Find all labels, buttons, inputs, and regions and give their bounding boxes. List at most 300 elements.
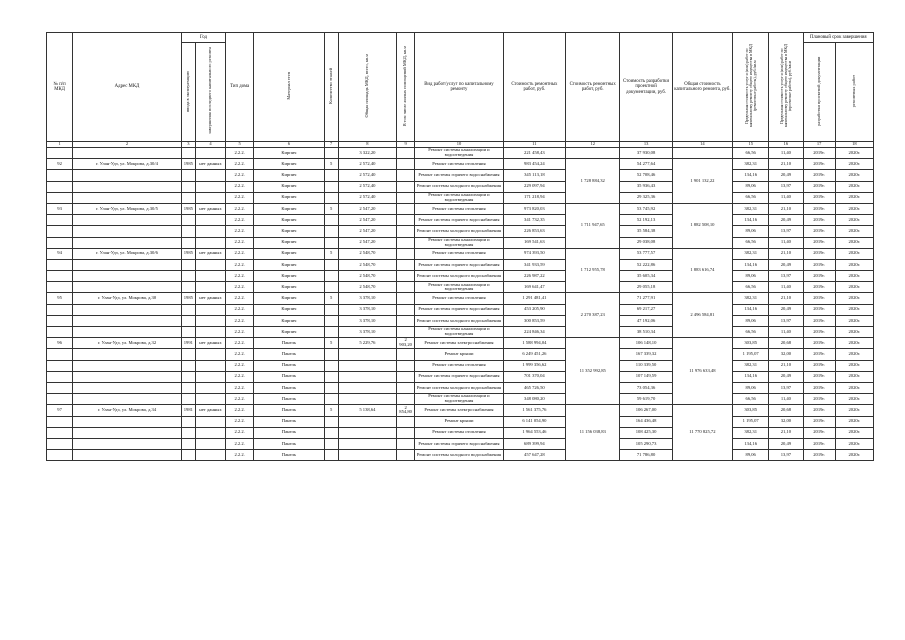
row-work-type: Ремонт системы канализации и водоотведения <box>415 394 504 405</box>
row-year-repaired <box>195 170 225 181</box>
row-limit-design: 11,40 <box>769 237 803 248</box>
row-year-built <box>181 237 195 248</box>
row-wall-material: Панель <box>254 371 324 382</box>
column-number: 13 <box>620 142 672 148</box>
row-year-repaired <box>195 427 225 438</box>
row-living-area <box>397 450 415 461</box>
row-total-area: 2 548,70 <box>338 282 396 293</box>
row-total-area: 5 138,64 <box>338 405 396 416</box>
row-total-area <box>338 427 396 438</box>
row-repair-cost: 348 080,20 <box>503 394 565 405</box>
row-work-type: Ремонт системы отопления <box>415 203 504 214</box>
row-limit-design: 21,10 <box>769 427 803 438</box>
table-row <box>47 427 874 438</box>
row-address <box>73 237 182 248</box>
row-limit-design: 21,10 <box>769 203 803 214</box>
row-house-type: 2.2.2. <box>226 271 254 282</box>
row-wall-material: Панель <box>254 427 324 438</box>
row-year-repaired <box>195 192 225 203</box>
row-wall-material: Кирпич <box>254 203 324 214</box>
col-header-plan-rem-label: ремонтных работ <box>851 74 857 108</box>
row-wall-material: Кирпич <box>254 259 324 270</box>
row-wall-material: Кирпич <box>254 293 324 304</box>
col-header-god: Год <box>181 33 225 43</box>
row-year-built <box>181 148 195 159</box>
row-work-type: Ремонт системы электроснабжения <box>415 405 504 416</box>
row-number <box>47 349 73 360</box>
row-floors <box>324 259 338 270</box>
row-living-area <box>397 416 415 427</box>
table-row <box>47 192 874 203</box>
row-work-type: Ремонт системы холодного водоснабжения <box>415 382 504 393</box>
row-plan-design: 2019г. <box>803 181 835 192</box>
row-year-built <box>181 271 195 282</box>
row-limit-repair: 382,31 <box>733 360 769 371</box>
row-plan-design: 2019г. <box>803 237 835 248</box>
row-plan-repair: 2020г. <box>835 360 873 371</box>
row-floors <box>324 416 338 427</box>
row-living-area <box>397 181 415 192</box>
row-limit-design: 13,97 <box>769 382 803 393</box>
row-floors <box>324 237 338 248</box>
row-house-type: 2.2.2. <box>226 159 254 170</box>
row-total-area: 2 548,70 <box>338 259 396 270</box>
row-number <box>47 416 73 427</box>
row-total-area: 2 548,70 <box>338 271 396 282</box>
row-plan-design: 2019г. <box>803 259 835 270</box>
row-floors <box>324 438 338 449</box>
row-repair-cost-total: 11 156 038,83 <box>566 405 620 461</box>
row-floors <box>324 148 338 159</box>
row-repair-cost: 221 458,43 <box>503 148 565 159</box>
row-wall-material: Панель <box>254 394 324 405</box>
row-plan-design: 2019г. <box>803 438 835 449</box>
row-plan-design: 2019г. <box>803 248 835 259</box>
row-limit-design: 20,68 <box>769 338 803 349</box>
row-year-repaired <box>195 416 225 427</box>
row-number <box>47 271 73 282</box>
row-year-repaired: нет данных <box>195 338 225 349</box>
row-repair-cost: 6 249 451,26 <box>503 349 565 360</box>
row-repair-cost: 983 454,24 <box>503 159 565 170</box>
row-year-repaired <box>195 315 225 326</box>
row-house-type: 2.2.2. <box>226 382 254 393</box>
row-year-repaired <box>195 327 225 338</box>
row-wall-material: Кирпич <box>254 159 324 170</box>
row-living-area <box>397 159 415 170</box>
row-house-type: 2.2.2. <box>226 416 254 427</box>
column-number: 5 <box>226 142 254 148</box>
row-limit-repair: 89,06 <box>733 382 769 393</box>
row-living-area: 2 854,80 <box>397 405 415 416</box>
row-limit-design: 11,40 <box>769 148 803 159</box>
row-work-type: Ремонт системы холодного водоснабжения <box>415 226 504 237</box>
row-year-built <box>181 371 195 382</box>
row-number: 95 <box>47 293 73 304</box>
column-number: 15 <box>733 142 769 148</box>
row-design-cost: 59 619,70 <box>620 394 672 405</box>
row-total-area <box>338 382 396 393</box>
row-year-built: 1985 <box>181 203 195 214</box>
row-living-area <box>397 170 415 181</box>
row-number <box>47 360 73 371</box>
row-limit-repair: 66,56 <box>733 327 769 338</box>
row-year-built <box>181 327 195 338</box>
row-limit-repair: 66,56 <box>733 237 769 248</box>
row-year-built: 1981 <box>181 405 195 416</box>
column-number: 2 <box>73 142 182 148</box>
row-address <box>73 371 182 382</box>
table-row <box>47 237 874 248</box>
row-plan-design: 2019г. <box>803 427 835 438</box>
row-address <box>73 450 182 461</box>
row-house-type: 2.2.2. <box>226 148 254 159</box>
row-limit-repair: 1 195,07 <box>733 349 769 360</box>
row-wall-material: Панель <box>254 450 324 461</box>
row-limit-repair: 134,16 <box>733 170 769 181</box>
row-number <box>47 226 73 237</box>
row-repair-cost: 169 541,63 <box>503 237 565 248</box>
row-house-type: 2.2.2. <box>226 360 254 371</box>
row-repair-cost: 1 964 553,46 <box>503 427 565 438</box>
col-header-zhil <box>397 33 415 142</box>
row-work-type: Ремонт системы горячего водоснабжения <box>415 215 504 226</box>
row-plan-repair: 2020г. <box>835 405 873 416</box>
row-living-area <box>397 349 415 360</box>
row-plan-repair: 2020г. <box>835 450 873 461</box>
table-row <box>47 215 874 226</box>
row-year-repaired <box>195 349 225 360</box>
row-plan-design: 2019г. <box>803 293 835 304</box>
row-limit-repair: 382,31 <box>733 159 769 170</box>
row-living-area <box>397 192 415 203</box>
row-limit-repair: 303,85 <box>733 338 769 349</box>
row-floors <box>324 427 338 438</box>
row-address <box>73 394 182 405</box>
row-address: г. Улан-Удэ, ул. Мокрова, д.30/6 <box>73 248 182 259</box>
row-plan-repair: 2020г. <box>835 427 873 438</box>
row-year-built <box>181 382 195 393</box>
row-house-type: 2.2.2. <box>226 450 254 461</box>
row-plan-repair: 2020г. <box>835 192 873 203</box>
row-work-type: Ремонт системы канализации и водоотведения <box>415 192 504 203</box>
row-total-cost: 11 770 825,72 <box>672 405 732 461</box>
row-number <box>47 237 73 248</box>
row-limit-design: 13,97 <box>769 315 803 326</box>
table-row <box>47 360 874 371</box>
table-row <box>47 349 874 360</box>
row-floors: 5 <box>324 338 338 349</box>
row-repair-cost: 300 853,59 <box>503 315 565 326</box>
row-repair-cost: 1 588 994,04 <box>503 338 565 349</box>
row-living-area <box>397 304 415 315</box>
row-address <box>73 315 182 326</box>
row-design-cost: 29 038,08 <box>620 237 672 248</box>
row-repair-cost: 226 853,63 <box>503 226 565 237</box>
row-address <box>73 427 182 438</box>
row-design-cost: 47 192,06 <box>620 315 672 326</box>
row-total-area: 2 547,20 <box>338 226 396 237</box>
row-wall-material: Кирпич <box>254 237 324 248</box>
row-living-area <box>397 203 415 214</box>
column-number: 16 <box>769 142 803 148</box>
row-total-area <box>338 360 396 371</box>
col-header-pred2 <box>769 33 803 142</box>
row-total-area: 3 378,10 <box>338 327 396 338</box>
row-house-type: 2.2.2. <box>226 304 254 315</box>
row-repair-cost: 1 291 481,41 <box>503 293 565 304</box>
row-work-type: Ремонт системы холодного водоснабжения <box>415 450 504 461</box>
row-total-cost: 2 496 584,81 <box>672 293 732 338</box>
row-repair-cost-total: 2 270 387,23 <box>566 293 620 338</box>
row-work-type: Ремонт системы холодного водоснабжения <box>415 181 504 192</box>
row-house-type: 2.2.2. <box>226 259 254 270</box>
row-address <box>73 349 182 360</box>
row-address <box>73 215 182 226</box>
row-year-built <box>181 170 195 181</box>
row-floors <box>324 315 338 326</box>
row-living-area <box>397 226 415 237</box>
row-limit-design: 20,49 <box>769 170 803 181</box>
row-limit-design: 32,00 <box>769 349 803 360</box>
row-year-repaired <box>195 271 225 282</box>
row-repair-cost-total: 1 712 955,78 <box>566 248 620 293</box>
row-total-area <box>338 349 396 360</box>
row-year-repaired <box>195 259 225 270</box>
row-design-cost: 107 149,59 <box>620 371 672 382</box>
row-house-type: 2.2.2. <box>226 203 254 214</box>
row-wall-material: Кирпич <box>254 327 324 338</box>
row-total-area <box>338 450 396 461</box>
col-header-ploshad-label: Общая площадь МКД, всего, кв.м <box>364 54 370 118</box>
column-number: 9 <box>397 142 415 148</box>
row-year-repaired: нет данных <box>195 405 225 416</box>
row-house-type: 2.2.2. <box>226 349 254 360</box>
row-house-type: 2.2.2. <box>226 170 254 181</box>
row-plan-repair: 2020г. <box>835 148 873 159</box>
row-total-area <box>338 416 396 427</box>
col-header-god-zaversh-label: завершения последнего капитального ремонта <box>207 47 213 135</box>
row-limit-repair: 89,06 <box>733 315 769 326</box>
row-house-type: 2.2.2. <box>226 226 254 237</box>
table-row <box>47 259 874 270</box>
row-address: г. Улан-Удэ, ул. Мокрова, д.30 <box>73 293 182 304</box>
row-design-cost: 105 290,73 <box>620 438 672 449</box>
row-total-area <box>338 371 396 382</box>
row-year-repaired <box>195 181 225 192</box>
col-header-tip-doma: Тип дома <box>226 33 254 142</box>
row-plan-design: 2019г. <box>803 215 835 226</box>
row-work-type: Ремонт системы горячего водоснабжения <box>415 438 504 449</box>
row-total-area: 2 547,20 <box>338 203 396 214</box>
row-limit-design: 11,40 <box>769 192 803 203</box>
col-header-material <box>254 33 324 142</box>
row-limit-repair: 134,16 <box>733 215 769 226</box>
row-year-repaired <box>195 450 225 461</box>
row-plan-repair: 2020г. <box>835 293 873 304</box>
table-row <box>47 405 874 416</box>
row-wall-material: Панель <box>254 349 324 360</box>
row-design-cost: 52 222,86 <box>620 259 672 270</box>
row-work-type: Ремонт системы электроснабжения <box>415 338 504 349</box>
row-floors: 5 <box>324 203 338 214</box>
row-address <box>73 259 182 270</box>
row-house-type: 2.2.2. <box>226 394 254 405</box>
row-design-cost: 167 339,32 <box>620 349 672 360</box>
row-address <box>73 192 182 203</box>
row-repair-cost: 701 370,04 <box>503 371 565 382</box>
col-header-plan: Плановый срок завершения <box>803 33 874 43</box>
row-wall-material: Кирпич <box>254 148 324 159</box>
row-work-type: Ремонт крыши <box>415 416 504 427</box>
row-house-type: 2.2.2. <box>226 327 254 338</box>
row-work-type: Ремонт системы отопления <box>415 248 504 259</box>
row-repair-cost: 974 393,50 <box>503 248 565 259</box>
col-header-plan-pd-label: разработки проектной документации <box>815 56 821 126</box>
row-repair-cost: 457 647,28 <box>503 450 565 461</box>
row-work-type: Ремонт системы горячего водоснабжения <box>415 259 504 270</box>
column-number: 6 <box>254 142 324 148</box>
col-header-num: № п/п МКД <box>47 33 73 142</box>
row-limit-design: 20,49 <box>769 259 803 270</box>
col-header-etazhi <box>324 33 338 142</box>
row-number: 93 <box>47 203 73 214</box>
row-house-type: 2.2.2. <box>226 237 254 248</box>
row-year-repaired: нет данных <box>195 159 225 170</box>
column-number: 8 <box>338 142 396 148</box>
row-year-built <box>181 215 195 226</box>
row-limit-repair: 89,06 <box>733 271 769 282</box>
row-plan-repair: 2020г. <box>835 226 873 237</box>
row-living-area <box>397 382 415 393</box>
row-house-type: 2.2.2. <box>226 405 254 416</box>
row-living-area <box>397 371 415 382</box>
row-limit-design: 11,40 <box>769 327 803 338</box>
row-year-built: 1985 <box>181 248 195 259</box>
row-year-repaired <box>195 226 225 237</box>
row-total-area: 2 547,20 <box>338 215 396 226</box>
row-number <box>47 259 73 270</box>
table-row <box>47 327 874 338</box>
row-repair-cost: 465 726,50 <box>503 382 565 393</box>
row-design-cost: 71 786,80 <box>620 450 672 461</box>
table-row <box>47 293 874 304</box>
row-repair-cost: 453 205,90 <box>503 304 565 315</box>
row-plan-repair: 2020г. <box>835 282 873 293</box>
row-year-built <box>181 282 195 293</box>
col-header-material-label: Материал стен <box>285 72 291 100</box>
row-plan-design: 2019г. <box>803 304 835 315</box>
row-total-area: 2 572,40 <box>338 159 396 170</box>
row-limit-design: 13,97 <box>769 226 803 237</box>
row-floors: 5 <box>324 159 338 170</box>
row-limit-repair: 134,16 <box>733 304 769 315</box>
row-number <box>47 215 73 226</box>
row-plan-repair: 2020г. <box>835 371 873 382</box>
row-plan-repair: 2020г. <box>835 349 873 360</box>
row-design-cost: 71 277,91 <box>620 293 672 304</box>
row-number: 97 <box>47 405 73 416</box>
row-repair-cost: 689 399,94 <box>503 438 565 449</box>
row-repair-cost: 226 987,22 <box>503 271 565 282</box>
row-number <box>47 371 73 382</box>
row-limit-repair: 66,56 <box>733 148 769 159</box>
row-limit-repair: 382,31 <box>733 293 769 304</box>
row-plan-repair: 2020г. <box>835 338 873 349</box>
row-total-cost: 1 883 616,74 <box>672 248 732 293</box>
row-wall-material: Кирпич <box>254 226 324 237</box>
row-limit-repair: 134,16 <box>733 259 769 270</box>
row-design-cost: 164 436,48 <box>620 416 672 427</box>
column-number: 7 <box>324 142 338 148</box>
row-repair-cost: 169 641,47 <box>503 282 565 293</box>
row-house-type: 2.2.2. <box>226 315 254 326</box>
row-living-area <box>397 315 415 326</box>
row-plan-repair: 2020г. <box>835 248 873 259</box>
row-total-area: 2 572,40 <box>338 170 396 181</box>
row-repair-cost: 341 732,35 <box>503 215 565 226</box>
row-plan-design: 2019г. <box>803 394 835 405</box>
row-floors <box>324 450 338 461</box>
row-plan-repair: 2020г. <box>835 181 873 192</box>
row-floors <box>324 271 338 282</box>
row-floors <box>324 215 338 226</box>
row-plan-design: 2019г. <box>803 315 835 326</box>
row-address: г. Улан-Удэ, ул. Мокрова, д.30/4 <box>73 159 182 170</box>
row-number: 92 <box>47 159 73 170</box>
row-year-built <box>181 360 195 371</box>
row-number: 96 <box>47 338 73 349</box>
row-living-area: 2 903,20 <box>397 338 415 349</box>
row-address: г. Улан-Удэ, ул. Мокрова, д.34 <box>73 405 182 416</box>
row-address <box>73 327 182 338</box>
table-header <box>47 33 874 148</box>
row-year-built <box>181 181 195 192</box>
row-floors <box>324 371 338 382</box>
row-number <box>47 148 73 159</box>
row-total-area: 2 572,40 <box>338 181 396 192</box>
row-design-cost: 37 930,08 <box>620 148 672 159</box>
row-wall-material: Кирпич <box>254 215 324 226</box>
row-repair-cost: 229 097,94 <box>503 181 565 192</box>
row-year-built <box>181 394 195 405</box>
row-number <box>47 394 73 405</box>
row-year-built <box>181 315 195 326</box>
row-repair-cost-total: 11 352 992,85 <box>566 338 620 405</box>
row-work-type: Ремонт системы отопления <box>415 427 504 438</box>
row-limit-repair: 66,56 <box>733 282 769 293</box>
row-year-repaired: нет данных <box>195 293 225 304</box>
row-year-repaired <box>195 394 225 405</box>
col-header-plan-pd <box>803 43 835 142</box>
row-repair-cost: 345 113,18 <box>503 170 565 181</box>
row-year-repaired <box>195 438 225 449</box>
row-year-repaired <box>195 371 225 382</box>
row-total-area <box>338 438 396 449</box>
row-wall-material: Панель <box>254 416 324 427</box>
row-wall-material: Панель <box>254 360 324 371</box>
row-living-area <box>397 438 415 449</box>
row-limit-repair: 134,16 <box>733 371 769 382</box>
row-total-cost: 1 882 508,10 <box>672 203 732 248</box>
row-design-cost: 106 148,10 <box>620 338 672 349</box>
row-work-type: Ремонт системы холодного водоснабжения <box>415 271 504 282</box>
row-plan-repair: 2020г. <box>835 438 873 449</box>
table-row <box>47 371 874 382</box>
row-design-cost: 35 936,43 <box>620 181 672 192</box>
row-limit-repair: 1 195,07 <box>733 416 769 427</box>
row-plan-repair: 2020г. <box>835 327 873 338</box>
